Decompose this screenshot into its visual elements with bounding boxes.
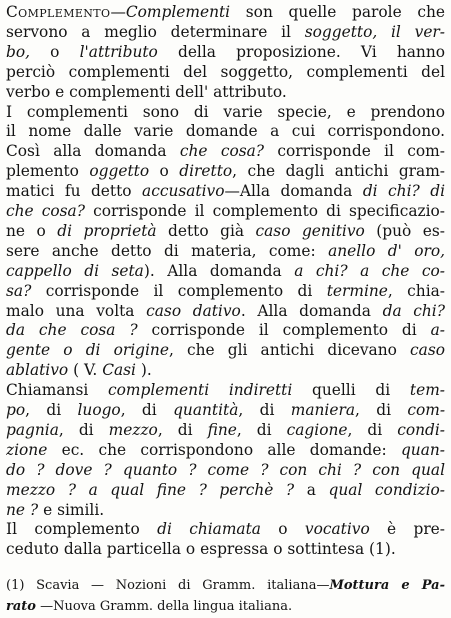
text-run: caso [410,341,445,360]
text-run: , di [25,401,78,419]
text-run: com- [407,401,445,419]
text-run: condi- [397,420,445,439]
text-run: corrisponde il complemento di specificazio- [84,202,445,220]
text-run: detto già [156,221,256,240]
text-run: ne o [6,221,58,240]
text-run: di chi? di [362,182,445,201]
text-run: cagione [286,420,348,439]
text-run: corrisponde il com- [264,142,445,161]
text-run: Complemento [6,3,111,21]
text-run: di chiamata [157,520,261,539]
text-run: matici fu detto [6,182,143,201]
text-run: anello d' oro, [328,241,445,260]
text-run: tem- [409,381,445,400]
text-run: il nome dalle varie domande a cui corrispondono. [6,122,445,141]
text-run: corrisponde il complemento di [31,281,327,300]
text-run: gente o di origine [6,341,169,360]
text-line [6,379,445,401]
text-line [6,439,445,461]
text-run: termine [326,281,388,300]
text-run: della proposizione. Vi hanno [157,42,445,61]
text-line [6,21,445,43]
text-run: mezzo ? a qual fine ? perchè ? [6,480,295,499]
text-line [6,499,445,521]
text-run: di proprietà [57,221,157,240]
text-line [6,459,445,481]
text-run: , che dagli antichi gram- [232,162,445,181]
text-run: l'attributo [79,42,158,61]
text-run: , di [355,401,408,419]
text-run: a chi? a che co- [294,261,445,280]
text-run: quan- [400,440,445,459]
text-run: Chiamansi [6,381,109,400]
text-run: caso genitivo [255,221,365,240]
text-run: e simili. [38,500,105,519]
text-run: che cosa? [6,202,85,220]
text-run: che cosa? [179,142,265,161]
text-line [6,260,445,282]
text-run: ). [135,361,152,380]
text-line [6,61,445,83]
text-run: o [260,520,305,539]
text-run: quelli di [292,381,410,400]
text-run: , di [236,420,287,439]
text-run: qual condizio- [328,480,445,499]
text-line [6,339,445,361]
text-run: ( V. [68,361,103,380]
text-run: Mottura e Pa- [329,578,445,593]
footnote-line [6,575,445,597]
text-run: —Alla domanda [224,182,363,201]
text-line [6,240,445,262]
text-run: Così alla domanda [6,142,180,161]
text-run: , di [58,420,109,439]
text-line [6,200,445,222]
text-line [6,140,445,162]
text-line [6,41,445,63]
text-run: bo, [6,42,31,61]
text-line [6,359,445,381]
text-run: accusativo [142,182,225,201]
text-run: sa? [6,281,32,300]
text-run: vocativo [304,520,370,539]
text-run: Complementi [125,3,231,21]
text-run: , chia- [387,281,445,300]
text-run: complementi indiretti [108,381,293,400]
text-line [6,120,445,142]
text-run: —Nuova Gramm. della lingua italiana. [35,599,293,614]
text-run: fine [207,420,237,439]
text-run: rato [6,599,36,614]
text-run: corrisponde il complemento di [137,321,431,340]
text-run: a- [430,321,445,340]
text-run: oggetto [89,162,150,181]
text-line [6,538,445,560]
text-run: , di [238,401,291,419]
text-run: . Alla domanda [240,301,383,320]
text-run: mezzo [108,420,158,439]
text-run: Casi [102,361,136,380]
text-run: Il complemento [6,520,158,539]
text-run: servono a meglio determinare il [6,22,305,41]
text-line [6,280,445,302]
text-line [6,419,445,441]
text-run: ceduto dalla particella o espressa o sottintesa (1). [6,540,396,559]
text-run: I complementi sono di varie specie, e prendono [6,102,445,121]
text-run: ec. che corrispondono alle domande: [47,440,401,459]
text-run: (può es- [364,221,445,240]
text-run: o [30,42,80,61]
text-run: ). Alla domanda [143,261,295,280]
text-run: perciò complementi del soggetto, complementi del [6,62,445,81]
text-line [6,1,445,23]
text-run: ablativo [6,361,69,380]
text-run: quantità [173,401,239,419]
text-run: po [6,401,26,419]
text-line [6,319,445,341]
text-run: verbo e complementi dell' attributo. [6,82,287,101]
text-run: pagnia [6,420,59,439]
text-run: (1) Scavia — Nozioni di Gramm. italiana— [6,578,330,593]
text-run: da che cosa ? [6,321,138,340]
text-run: luogo [77,401,121,419]
text-line [6,479,445,501]
text-line [6,101,445,123]
text-run: — [110,3,126,21]
text-run: sere anche detto di materia, come: [6,241,329,260]
text-line [6,399,445,421]
text-run: è pre- [369,520,445,539]
text-run: caso dativo [146,301,241,320]
text-run: soggetto, il ver- [304,22,445,41]
text-run: , di [347,420,398,439]
text-run: maniera [290,401,355,419]
text-run: cappello di seta [6,261,144,280]
text-run: plemento [6,162,90,181]
text-line [6,160,445,182]
text-line [6,300,445,322]
text-line [6,518,445,540]
text-run: , che gli antichi dicevano [168,341,411,360]
text-run: da chi? [382,301,445,320]
text-run: son quelle parole che [230,3,445,21]
text-run: zione [6,440,48,459]
text-run: o [149,162,180,181]
text-run: diretto [179,162,233,181]
text-run: , di [120,401,174,419]
text-run: ne ? [6,500,39,519]
text-line [6,220,445,242]
text-run: do ? dove ? quanto ? come ? con chi ? con qual [6,460,445,479]
text-run: malo una volta [6,301,147,320]
text-run: a [294,480,329,499]
text-line [6,180,445,202]
text-run: , di [157,420,208,439]
text-line [6,81,445,103]
